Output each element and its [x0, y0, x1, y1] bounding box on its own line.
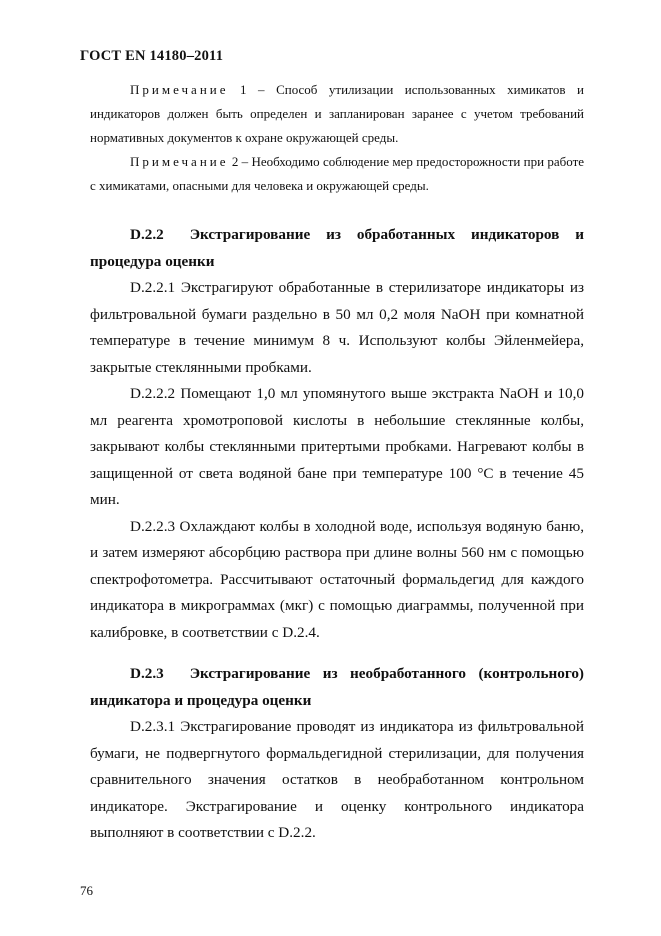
section-number: D.2.3 — [130, 665, 164, 682]
note-number: 2 — [231, 154, 239, 169]
section-title: Экстрагирование из необработанного (контрольного) индикатора и процедура оценки — [90, 665, 584, 709]
note-1 — [90, 78, 584, 150]
section-heading — [90, 661, 584, 714]
note-number: 1 — [240, 82, 247, 97]
note-text: – Способ утилизации использованных химикатов и индикаторов должен быть определен и запланирован заранее с учетом требований нормативных документов к охране окружающей среды. — [90, 82, 584, 145]
note-label: Примечание — [130, 82, 229, 97]
document-header: ГОСТ EN 14180–2011 — [80, 48, 224, 64]
section-title: Экстрагирование из обработанных индикаторов и процедура оценки — [90, 226, 584, 270]
note-label: Примечание — [130, 154, 229, 169]
section-heading — [90, 222, 584, 275]
paragraph: D.2.2.1 Экстрагируют обработанные в стерилизаторе индикаторы из фильтровальной бумаги раздельно в 50 мл 0,2 моля NaOH при комнатной температуре в течение минимум 8 ч. Используют колбы Эйленмейера, закрытые стеклянными пробками. — [90, 279, 584, 376]
note-text: – Необходимо соблюдение мер предосторожности при работе с химикатами, опасными для человека и окружающей среды. — [90, 154, 585, 193]
paragraph: D.2.3.1 Экстрагирование проводят из индикатора из фильтровальной бумаги, не подвергнутого формальдегидной стерилизации, для получения сравнительного значения остатков в необработанном контрольном индикаторе. Экстрагирование и оценку контрольного индикатора выполняют в соответствии с D.2.2. — [90, 718, 584, 841]
paragraph: D.2.2.2 Помещают 1,0 мл упомянутого выше экстракта NaOH и 10,0 мл реагента хромотроповой кислоты в небольшие стеклянные колбы, закрывают колбы стеклянными притертыми пробками. Нагревают колбы в защищенной от света водяной бане при температуре 100 °C в течение 45 мин. — [90, 385, 584, 508]
section-d23 — [90, 661, 584, 847]
note-2 — [90, 150, 584, 198]
section-number: D.2.2 — [130, 226, 164, 243]
page-number: 76 — [80, 883, 93, 898]
paragraph: D.2.2.3 Охлаждают колбы в холодной воде, используя водяную баню, и затем измеряют абсорбцию раствора при длине волны 560 нм с помощью спектрофотометра. Рассчитывают остаточный формальдегид для каждого индикатора в микрограммах (мкг) с помощью диаграммы, полученной при калибровке, в соответствии с D.2.4. — [90, 517, 584, 641]
section-d22 — [90, 222, 584, 646]
